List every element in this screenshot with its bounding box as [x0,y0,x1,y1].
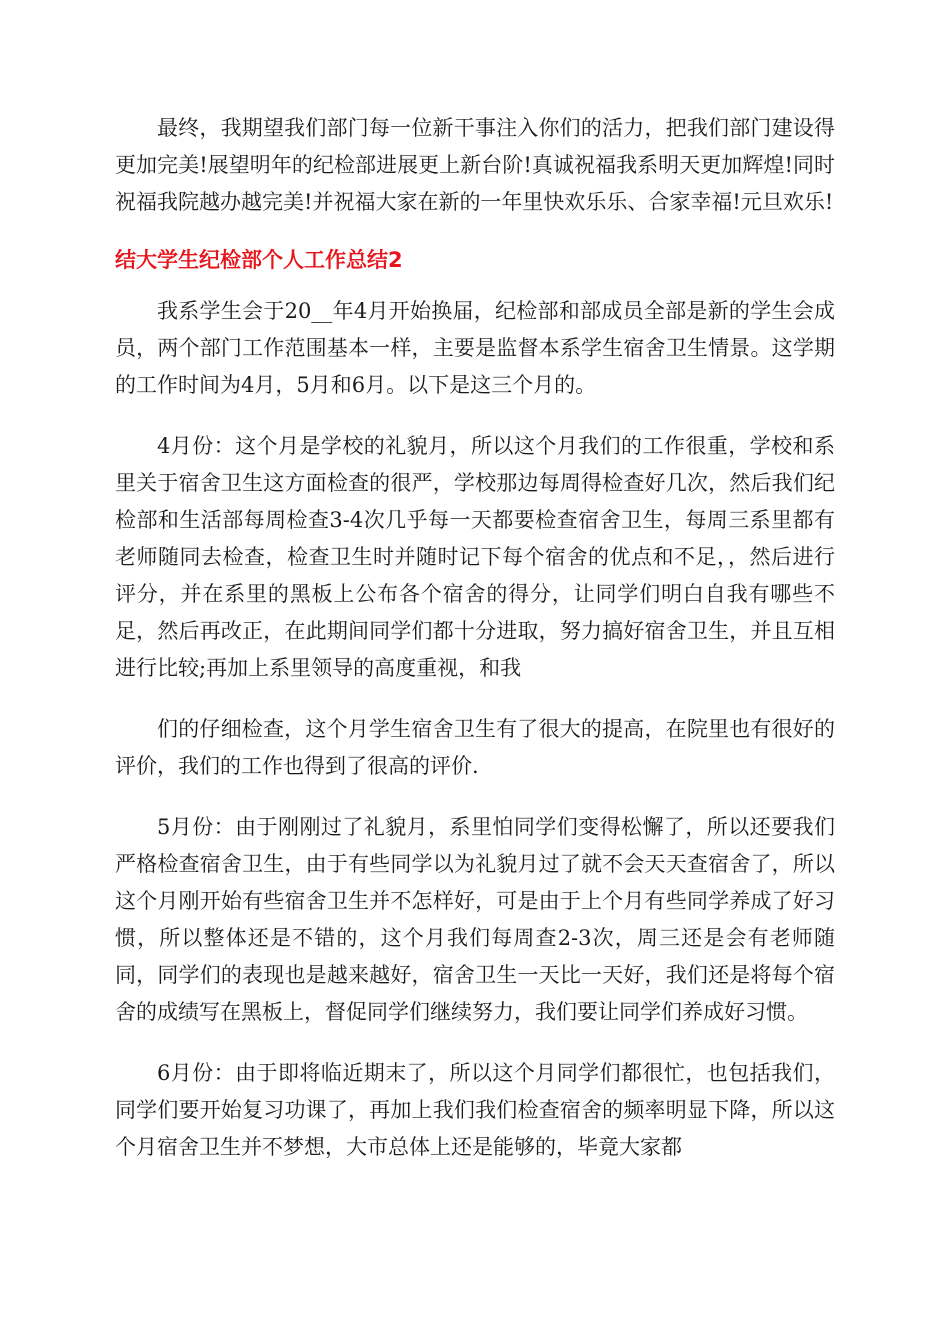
document-page [115,110,835,1190]
june-paragraph: 6月份：由于即将临近期末了，所以这个月同学们都很忙，也包括我们，同学们要开始复习功课了，再加上我们我们检查宿舍的频率明显下降，所以这个月宿舍卫生并不梦想，大市总体上还是能够的，毕竟大家都 [115,1061,835,1159]
april-continued-paragraph: 们的仔细检查，这个月学生宿舍卫生有了很大的提高，在院里也有很好的评价，我们的工作也得到了很高的评价. [115,717,835,778]
closing-paragraph: 最终，我期望我们部门每一位新干事注入你们的活力，把我们部门建设得更加完美!展望明年的纪检部进展更上新台阶!真诚祝福我系明天更加辉煌!同时祝福我院越办越完美!并祝福大家在新的一年里快欢乐乐、合家幸福!元旦欢乐! [115,116,835,214]
section-heading: 结大学生纪检部个人工作总结2 [115,248,403,272]
may-paragraph: 5月份：由于刚刚过了礼貌月，系里怕同学们变得松懈了，所以还要我们严格检查宿舍卫生，由于有些同学以为礼貌月过了就不会天天查宿舍了，所以这个月刚开始有些宿舍卫生并不怎样好，可是由于上个月有些同学养成了好习惯，所以整体还是不错的，这个月我们每周查2-3次，周三还是会有老师随同，同学们的表现也是越来越好，宿舍卫生一天比一天好，我们还是将每个宿舍的成绩写在黑板上，督促同学们继续努力，我们要让同学们养成好习惯。 [115,815,835,1024]
april-paragraph: 4月份：这个月是学校的礼貌月，所以这个月我们的工作很重，学校和系里关于宿舍卫生这方面检查的很严，学校那边每周得检查好几次，然后我们纪检部和生活部每周检查3-4次几乎每一天都要检查宿舍卫生，每周三系里都有老师随同去检查，检查卫生时并随时记下每个宿舍的优点和不足，，然后进行评分，并在系里的黑板上公布各个宿舍的得分，让同学们明白自我有哪些不足，然后再改正，在此期间同学们都十分进取，努力搞好宿舍卫生，并且互相进行比较;再加上系里领导的高度重视，和我 [115,434,835,680]
intro-paragraph: 我系学生会于20__年4月开始换届，纪检部和部成员全部是新的学生会成员，两个部门工作范围基本一样，主要是监督本系学生宿舍卫生情景。这学期的工作时间为4月，5月和6月。以下是这三个月的。 [115,299,835,397]
